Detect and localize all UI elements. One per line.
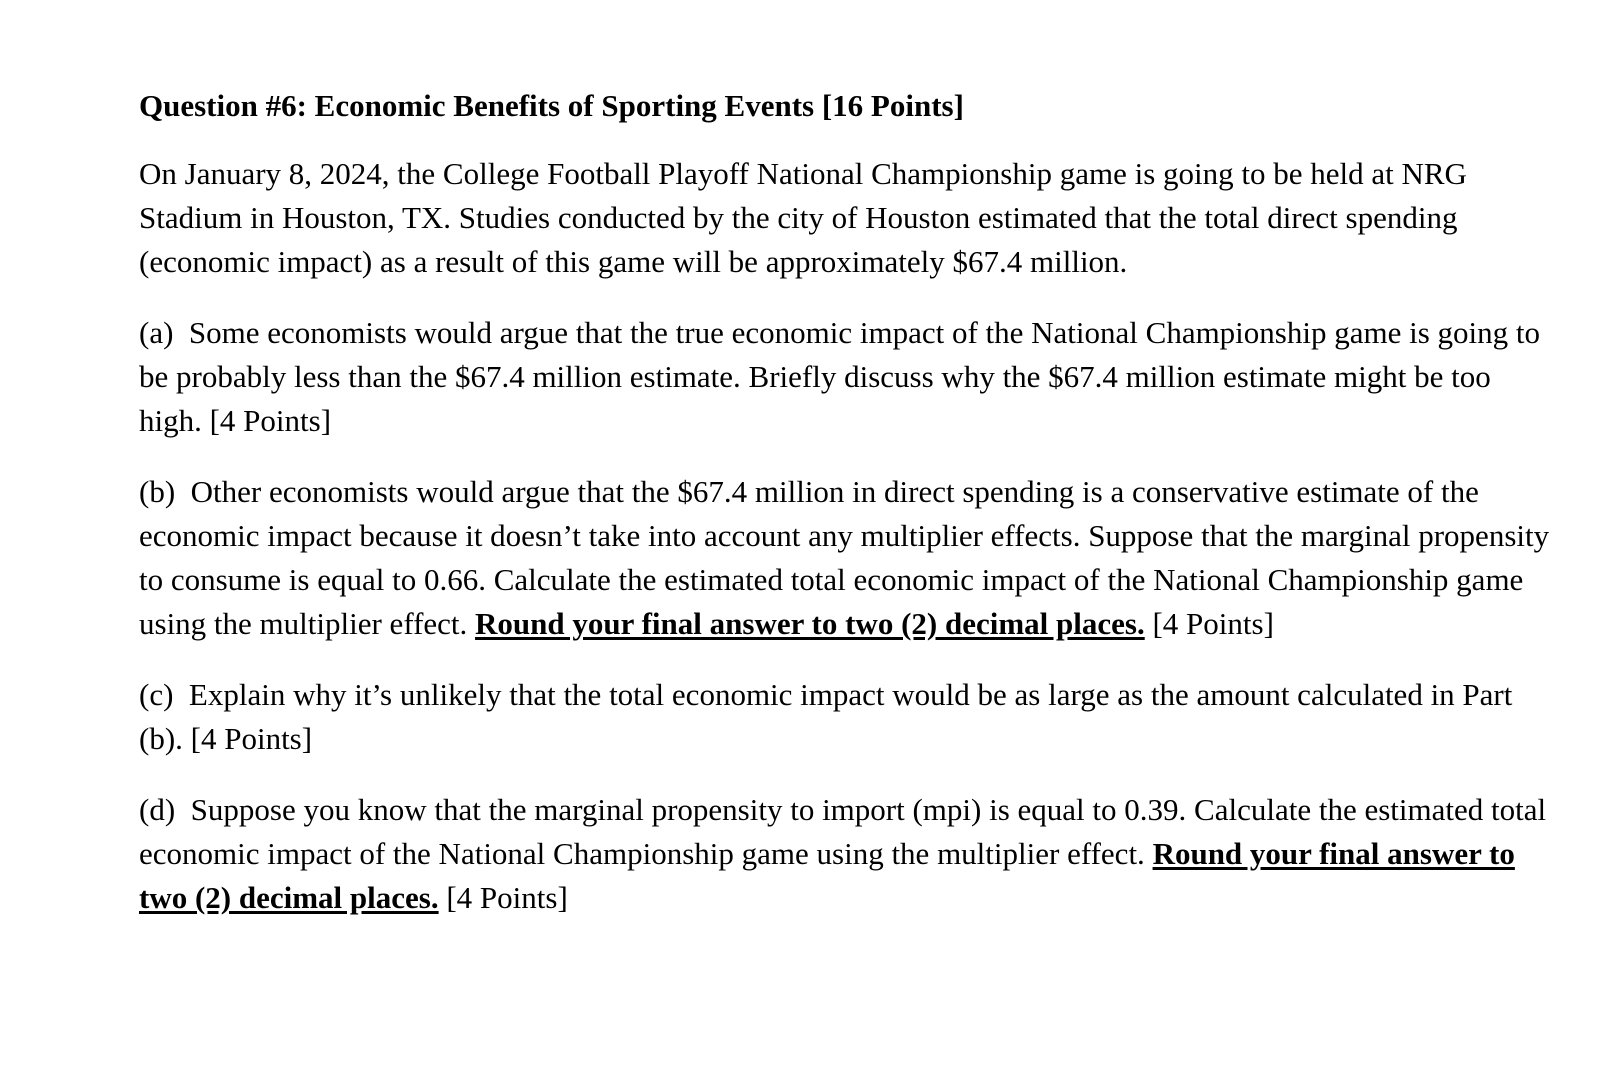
part-c-label: (c) — [139, 677, 174, 712]
part-a-label: (a) — [139, 315, 174, 350]
question-document — [139, 84, 1559, 947]
part-a — [139, 311, 1559, 443]
question-title: Question #6: Economic Benefits of Sporting Events [16 Points] — [139, 88, 964, 123]
part-b-rounding-instruction: Round your final answer to two (2) decimal places. — [475, 606, 1145, 641]
part-d — [139, 788, 1559, 920]
part-b-label: (b) — [139, 474, 176, 509]
part-d-rounding-instruction: Round your final answer to two (2) decimal places. — [139, 836, 1515, 915]
part-c-text: Explain why it’s unlikely that the total economic impact would be as large as the amount calculated in Part (b). [4 Points] — [139, 677, 1513, 756]
part-a-text: Some economists would argue that the true economic impact of the National Championship game is going to be probably less than the $67.4 million estimate. Briefly discuss why the $67.4 million estimate might be too high. [4 Points] — [139, 315, 1541, 438]
part-d-text: Suppose you know that the marginal propensity to import (mpi) is equal to 0.39. Calculate the estimated total economic impact of the National Championship game using the multiplier effect. — [139, 792, 1547, 871]
part-b-points: [4 Points] — [1152, 606, 1274, 641]
part-c — [139, 673, 1559, 761]
part-b — [139, 470, 1559, 646]
part-b-text: Other economists would argue that the $67.4 million in direct spending is a conservative estimate of the economic impact because it doesn’t take into account any multiplier effects. Suppose that the marginal propensity to consume is equal to 0.66. Calculate the estimated total economic impact of the National Championship game using the multiplier effect. — [139, 474, 1550, 641]
question-intro: On January 8, 2024, the College Football Playoff National Championship game is going to be held at NRG Stadium in Houston, TX. Studies conducted by the city of Houston estimated that the total direct spending (economic impact) as a result of this game will be approximately $67.4 million. — [139, 156, 1467, 279]
part-d-points: [4 Points] — [446, 880, 568, 915]
part-d-label: (d) — [139, 792, 176, 827]
